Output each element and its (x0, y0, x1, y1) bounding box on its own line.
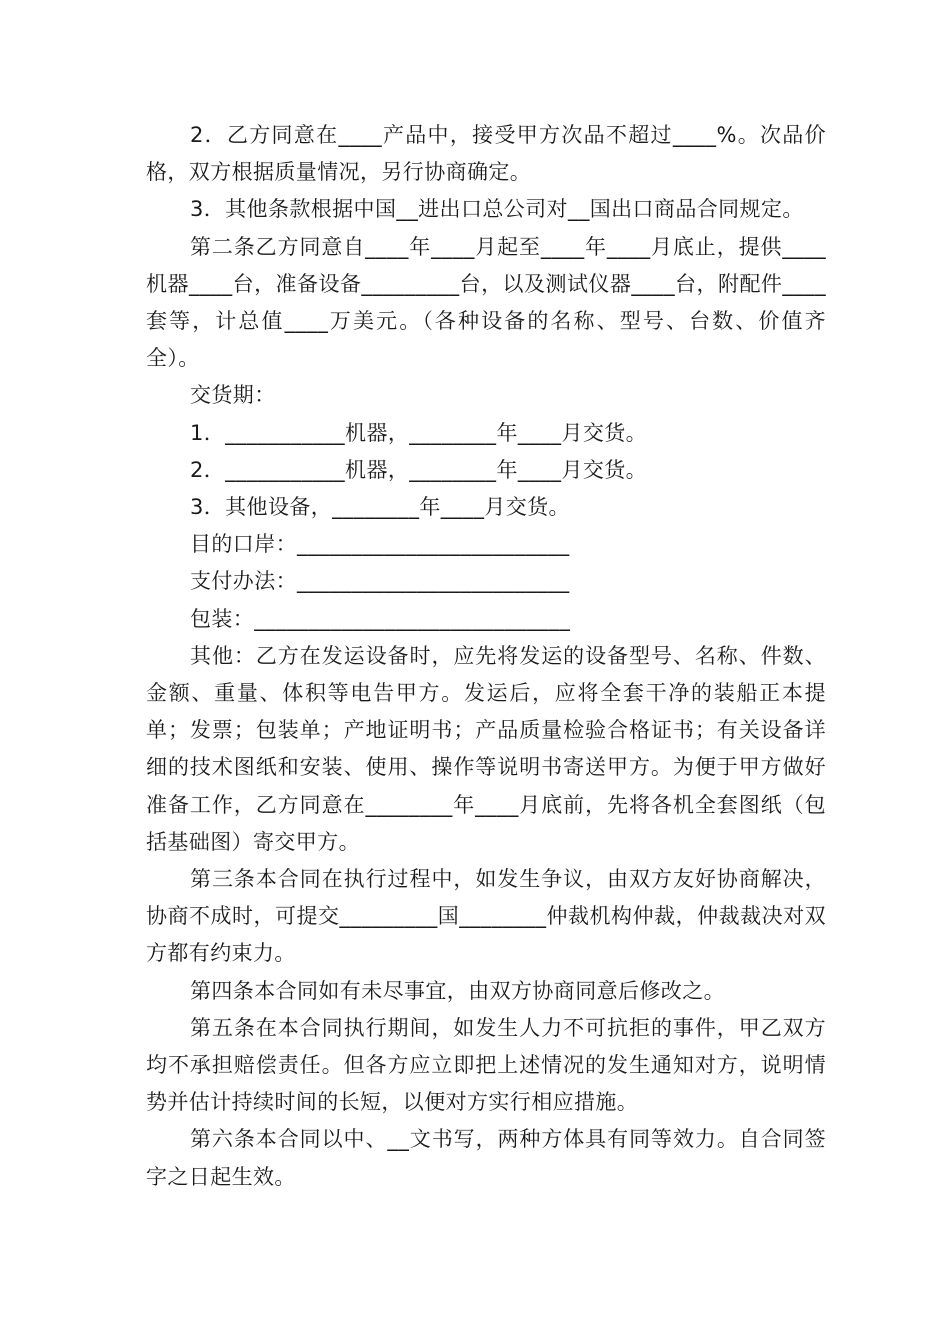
packaging: 包装：_____________________________ (190, 606, 571, 631)
delivery-item-3: 3．其他设备，________年____月交货。 (190, 495, 570, 520)
article-5-force-majeure: 第五条在本合同执行期间，如发生人力不可抗拒的事件，甲乙双方均不承担赔偿责任。但各方应立即把上述情况的发生通知对方，说明情势并估计持续时间的长短，以便对方实行相应措施。 (146, 1015, 826, 1115)
article-2-supply: 第二条乙方同意自____年____月起至____年____月底止，提供____机器____台，准备设备_________台，以及测试仪器____台，附配件____套等，计总值____万美元。（各种设备的名称、型号、台数、价值齐全）。 (146, 234, 826, 371)
destination-port: 目的口岸：_________________________ (190, 532, 570, 557)
document-page (146, 117, 826, 1196)
delivery-item-2: 2．___________机器，________年____月交货。 (190, 457, 648, 482)
article-3-dispute: 第三条本合同在执行过程中，如发生争议，由双方友好协商解决，协商不成时，可提交_________国________仲裁机构仲裁，仲裁裁决对双方都有约束力。 (146, 867, 826, 966)
article-6-language-validity: 第六条本合同以中、__文书写，两种方体具有同等效力。自合同签字之日起生效。 (146, 1127, 826, 1189)
delivery-heading: 交货期： (190, 383, 276, 408)
delivery-item-1: 1．___________机器，________年____月交货。 (190, 420, 648, 445)
clause-2-defect-rate: 2．乙方同意在____产品中，接受甲方次品不超过____%。次品价格，双方根据质量情况，另行协商确定。 (146, 123, 826, 185)
article-4-amendment: 第四条本合同如有未尽事宜，由双方协商同意后修改之。 (190, 978, 725, 1003)
clause-3-other-terms: 3．其他条款根据中国__进出口总公司对__国出口商品合同规定。 (190, 197, 804, 222)
other-shipping-terms: 其他：乙方在发运设备时，应先将发运的设备型号、名称、件数、金额、重量、体积等电告甲方。发运后，应将全套干净的装船正本提单；发票；包装单；产地证明书；产品质量检验合格证书；有关设备详细的技术图纸和安装、使用、操作等说明书寄送甲方。为便于甲方做好准备工作，乙方同意在________年____月底前，先将各机全套图纸（包括基础图）寄交甲方。 (146, 643, 826, 854)
payment-method: 支付办法：_________________________ (190, 569, 570, 594)
